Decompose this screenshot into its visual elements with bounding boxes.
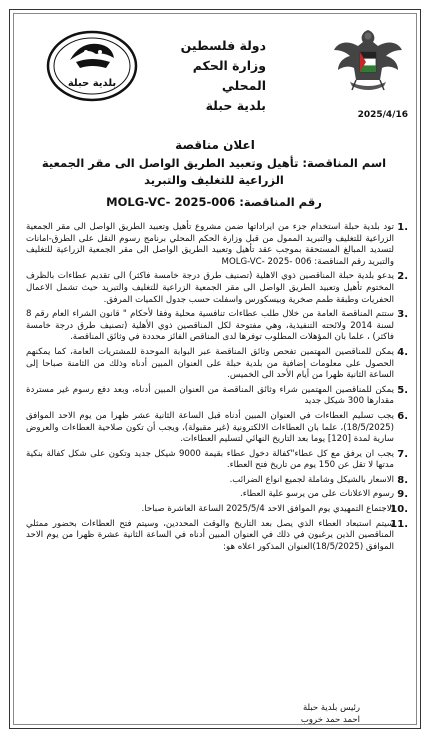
ministry-name: وزارة الحكم المحلي xyxy=(192,58,266,93)
list-item: 11. سيتم استبعاد العطاء الذي يصل بعد التاريخ والوقت المحددين، وسيتم فتح العطاءات بحضور ممثلي المناقصين الذين يرغبون في ذلك في العنوان المبين أدناه في الساعة الثانية عشرة ظهرا من يوم الاحد الموافق (18/5/2025)العنوان المذكور اعلاه هو: xyxy=(26,518,408,552)
signature-name: احمد حمد خروب xyxy=(300,715,360,725)
list-item: 4. يمكن للمناقصين المهتمين تفحص وثائق المناقصة عبر البوابة الموحدة للمشتريات العامة، كما يمكنهم الحصول على معلومات إضافية من بلدية حبلة على العنوان المبين أدناه وذلك من الثامنة صباحا إلى الساعة الثانية ظهرا من أيام الأحد الى الخميس. xyxy=(26,346,408,381)
list-item: 3. ستتم المناقصة العامة من خلال طلب عطاءات تنافسية محلية وفقا لأحكام " قانون الشراء العام رقم 8 لسنة 2014 ولائحته التنفيذية، وهي مفتوحة لكل المناقصين ذوي الأهلية (تصنيف طرق درجة خامسة فاكثر) ، علما بان المؤهلات المطلوب توفرها لدى المناقص الفائز محددة في وثائق المناقصة. xyxy=(26,309,408,343)
announcement-title: اعلان مناقصة xyxy=(175,138,255,152)
document-page xyxy=(14,14,416,724)
list-item: 10. الاجتماع التمهيدي يوم الموافق الاحد 2025/5/4 الساعة العاشرة صباحا. xyxy=(141,504,408,516)
list-item: 7. يجب ان يرفق مع كل عطاء"كفالة دخول عطاء بقيمة 9000 شيكل جديد وتكون على شكل كفالة بنكية مدتها لا تقل عن 150 يوم من تاريخ فتح العطاء. xyxy=(26,448,408,471)
list-item: 9. رسوم الاعلانات على من يرسو علية العطاء. xyxy=(240,489,408,501)
header-block xyxy=(156,36,266,116)
list-item: 5. يمكن للمناقصين المهتمين شراء وثائق المناقصة من العنوان المبين أدناه، وبعد دفع رسوم غير مستردة مقدارها 300 شيكل جديد xyxy=(26,384,408,407)
list-item: 8. الاسعار بالشيكل وشاملة لجميع انواع الضرائب. xyxy=(229,474,408,486)
signature-title: رئيس بلدية حبلة xyxy=(302,703,360,713)
svg-text:بلدية حبلة: بلدية حبلة xyxy=(67,78,117,89)
municipality-name: بلدية حبلة xyxy=(205,98,266,113)
tender-name: اسم المناقصة: تأهيل وتعبيد الطريق الواصل الى مقر الجمعية الزراعية للتغليف والتبريد xyxy=(41,156,387,187)
list-item: 1. تود بلدية حبلة استخدام جزء من ايراداتها ضمن مشروع تأهيل وتعبيد الطريق الواصل الى مقر الجمعية الزراعية للتغليف والتبريد الممول من قبل وزارة الحكم المحلي برنامج رسوم النقل على الطرق-امانات لتسديد المبالغ المستحقة بموجب عقد تأهيل وتعبيد الطريق الواصل الى مقر الجمعية الزراعية للتغليف والتبريد رقم المناقصة: MOLG-VC- 2025- 006 xyxy=(26,222,408,267)
list-item: 2. يدعو بلدية حبلة المناقصين ذوي الاهلية (تصنيف طرق درجة خامسة فاكثر) الى تقديم عطاءات بالظرف المختوم تأهيل وتعبيد الطريق الواصل الى مقر الجمعية الزراعية للتغليف والتبريد حيث تشمل الاعمال الحفريات وطبقة طمم صخرية وبيسكورس واسفلت حسب جدول الكميات المرفق. xyxy=(26,271,408,305)
tender-terms-list xyxy=(26,222,408,556)
document-date: 2025/4/16 xyxy=(357,110,408,120)
tender-number: رقم المناقصة: MOLG-VC- 2025-006 xyxy=(106,195,322,209)
signature-block xyxy=(301,702,360,726)
municipality-seal-logo xyxy=(46,30,138,102)
list-item: 6. يجب تسليم العطاءات في العنوان المبين أدناه قبل الساعة الثانية عشر ظهرا من يوم الاحد الموافق (18/5/2025)، علما بان العطاءات الالكترونية (غير مقبولة)، ويجب أن تكون صلاحية العطاءات والعروض سارية لمدة [120] يوما بعد التاريخ النهائي لتسليم العطاءات. xyxy=(26,410,408,445)
state-name: دولة فلسطين xyxy=(180,38,266,53)
palestine-emblem-icon xyxy=(332,24,404,100)
